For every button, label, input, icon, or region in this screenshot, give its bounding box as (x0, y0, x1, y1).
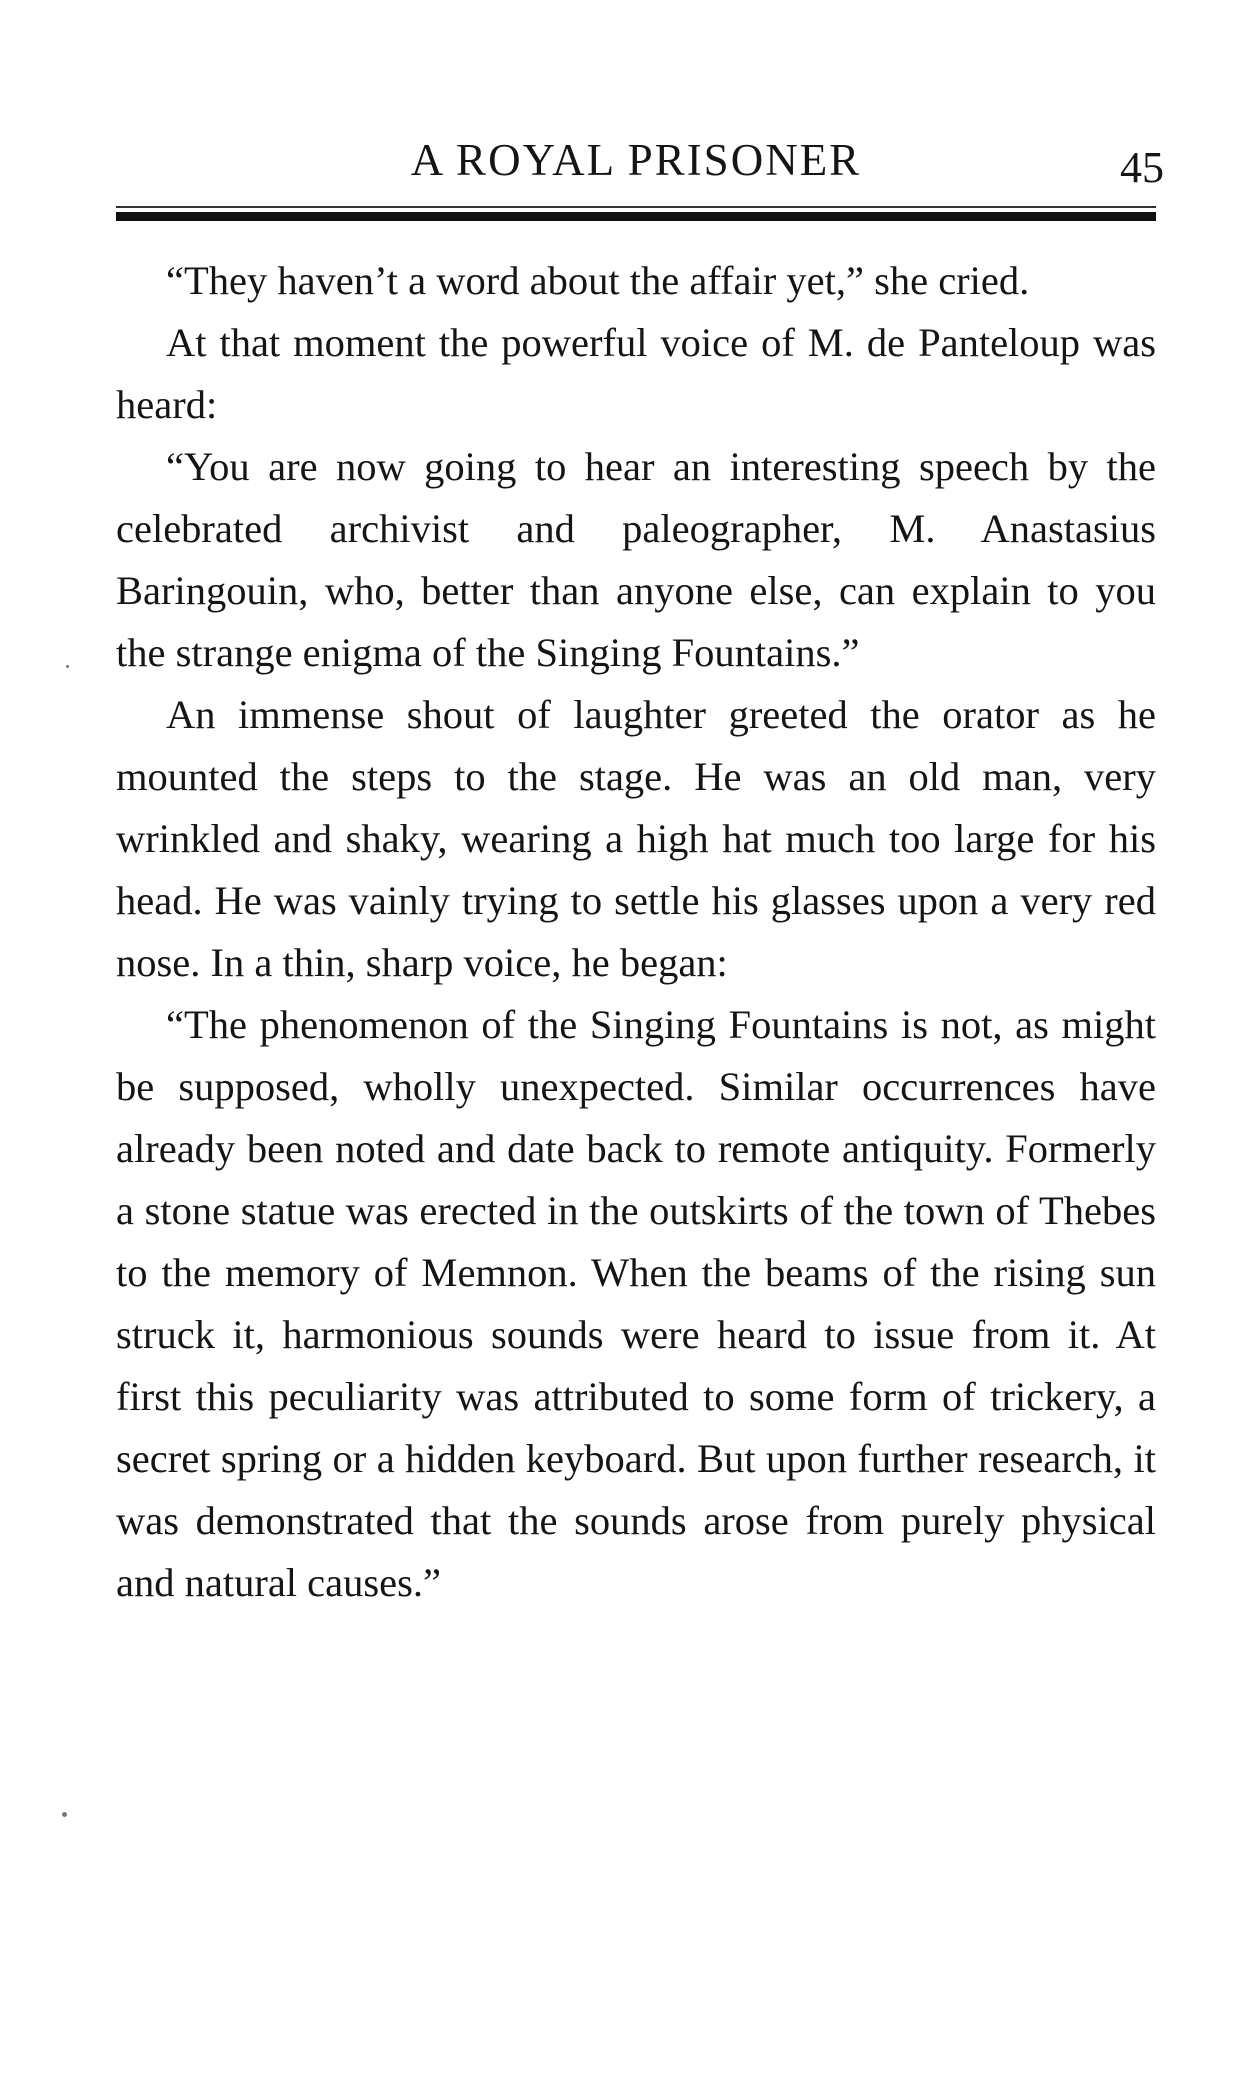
paragraph: “They haven’t a word about the affair yet,” she cried. (166, 258, 1030, 303)
paragraph: At that moment the powerful voice of M. de Panteloup was heard: (116, 320, 1156, 427)
page-number: 45 (1120, 143, 1164, 192)
paragraph: “You are now going to hear an interesting speech by the celebrated archivist and paleographer, M. Anastasius Baringouin, who, better than anyone else, can explain to you the strange enigma of the Singing Fountains.” (116, 444, 1156, 675)
paper-speck (62, 1812, 67, 1817)
body-text (116, 250, 1156, 1614)
running-head (116, 134, 1164, 194)
paragraph: An immense shout of laughter greeted the orator as he mounted the steps to the stage. He was an old man, very wrinkled and shaky, wearing a high hat much too large for his head. He was vainly trying to settle his glasses upon a very red nose. In a thin, sharp voice, he began: (116, 692, 1156, 985)
running-title: A ROYAL PRISONER (410, 135, 862, 185)
paragraph: “The phenomenon of the Singing Fountains is not, as might be supposed, wholly unexpected. Similar occurrences have already been noted and date back to remote antiquity. Formerly a stone statue was erected in the outskirts of the town of Thebes to the memory of Memnon. When the beams of the rising sun struck it, harmonious sounds were heard to issue from it. At first this peculiarity was attributed to some form of trickery, a secret spring or a hidden keyboard. But upon further research, it was demonstrated that the sounds arose from purely physical and natural causes.” (116, 1002, 1156, 1605)
paper-speck (66, 665, 69, 668)
header-rule-thin (116, 206, 1156, 208)
header-rule (116, 212, 1156, 221)
